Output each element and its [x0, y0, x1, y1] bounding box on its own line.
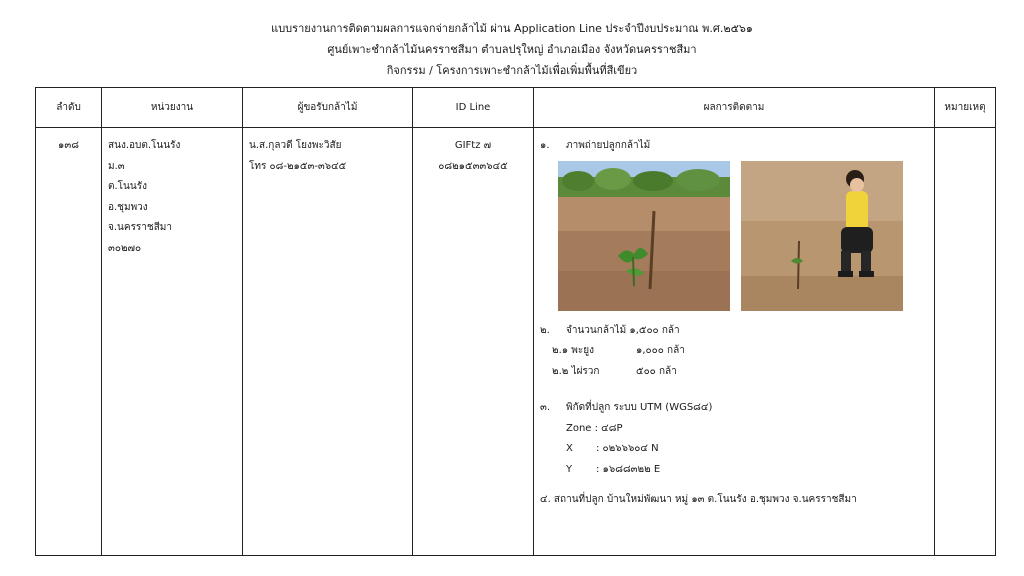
cell-id-line: [413, 128, 534, 556]
line-phone: ๐๘๒๑๕๓๓๖๔๕: [438, 160, 508, 172]
recipient-phone: โทร ๐๘-๒๑๕๓-๓๖๔๕: [249, 160, 347, 172]
quantity-value: ๑,๐๐๐ กล้า: [636, 345, 685, 356]
agency-line: ๓๐๒๗๐: [108, 242, 142, 254]
agency-line: จ.นครราชสีมา: [108, 222, 173, 233]
recipient-name: น.ส.กุลวดี โยงพะวิสัย: [249, 140, 342, 151]
result-section-quantity: [540, 321, 928, 383]
quantity-label: ๒.๑ พะยูง: [552, 345, 595, 356]
cell-agency: [102, 128, 243, 556]
result-section-photos: [540, 136, 928, 157]
col-header-id-line: ID Line: [413, 88, 534, 128]
result-section-location: [540, 490, 928, 511]
utm-zone: Zone : ๔๘P: [566, 422, 623, 434]
cell-recipient: [243, 128, 413, 556]
planting-photo-person: [741, 161, 903, 311]
line-id: GIFtz ๗: [454, 140, 492, 151]
col-header-note: หมายเหตุ: [935, 88, 996, 128]
report-title: แบบรายงานการติดตามผลการแจกจ่ายกล้าไม้ ผ่าน Application Line ประจำปีงบประมาณ พ.ศ.๒๕๖๑: [271, 22, 753, 35]
result-section-coordinates: [540, 398, 928, 480]
col-header-result: ผลการติดตาม: [534, 88, 935, 128]
col-header-order: ลำดับ: [36, 88, 102, 128]
report-org: ศูนย์เพาะชำกล้าไม้นครราชสีมา ตำบลปรุใหญ่ อำเภอเมือง จังหวัดนครราชสีมา: [327, 43, 697, 56]
agency-line: ม.๓: [108, 160, 125, 172]
cell-order: [36, 128, 102, 556]
utm-x-value: : ๐๒๖๖๖๐๔ N: [596, 443, 659, 454]
section-title: พิกัดที่ปลูก ระบบ UTM (WGS๘๔): [566, 402, 713, 413]
cell-result: [534, 128, 935, 556]
planting-location: ๔. สถานที่ปลูก บ้านใหม่พัฒนา หมู่ ๑๓ ต.โนนรัง อ.ชุมพวง จ.นครราชสีมา: [540, 494, 857, 505]
section-number: ๒.: [540, 324, 550, 336]
section-number: ๓.: [540, 402, 551, 413]
agency-line: ต.โนนรัง: [108, 181, 147, 192]
photo-gallery: [552, 161, 928, 313]
section-number: ๑.: [540, 140, 550, 151]
report-table: [35, 87, 996, 556]
quantity-label: ๒.๒ ไผ่รวก: [552, 365, 600, 377]
quantity-item: [540, 341, 928, 362]
table-row: [36, 128, 996, 556]
utm-y-label: Y: [566, 463, 573, 475]
utm-y-value: : ๑๖๘๘๓๒๒ E: [596, 463, 661, 475]
planting-photo-sapling: [558, 161, 730, 311]
report-activity: กิจกรรม / โครงการเพาะชำกล้าไม้เพื่อเพิ่มพื้นที่สีเขียว: [386, 64, 638, 77]
col-header-recipient: ผู้ขอรับกล้าไม้: [243, 88, 413, 128]
cell-note: [935, 128, 996, 556]
section-title: จำนวนกล้าไม้ ๑,๕๐๐ กล้า: [566, 324, 680, 336]
table-header-row: [36, 88, 996, 128]
utm-x-label: X: [566, 443, 573, 454]
quantity-value: ๕๐๐ กล้า: [636, 365, 677, 377]
agency-line: สนง.อบต.โนนรัง: [108, 140, 181, 151]
col-header-agency: หน่วยงาน: [102, 88, 243, 128]
section-title: ภาพถ่ายปลูกกล้าไม้: [566, 140, 651, 151]
quantity-item: [540, 362, 928, 383]
order-number: ๑๓๘: [58, 140, 79, 151]
utm-x: [540, 439, 928, 460]
agency-line: อ.ชุมพวง: [108, 201, 148, 213]
utm-y: [540, 460, 928, 481]
